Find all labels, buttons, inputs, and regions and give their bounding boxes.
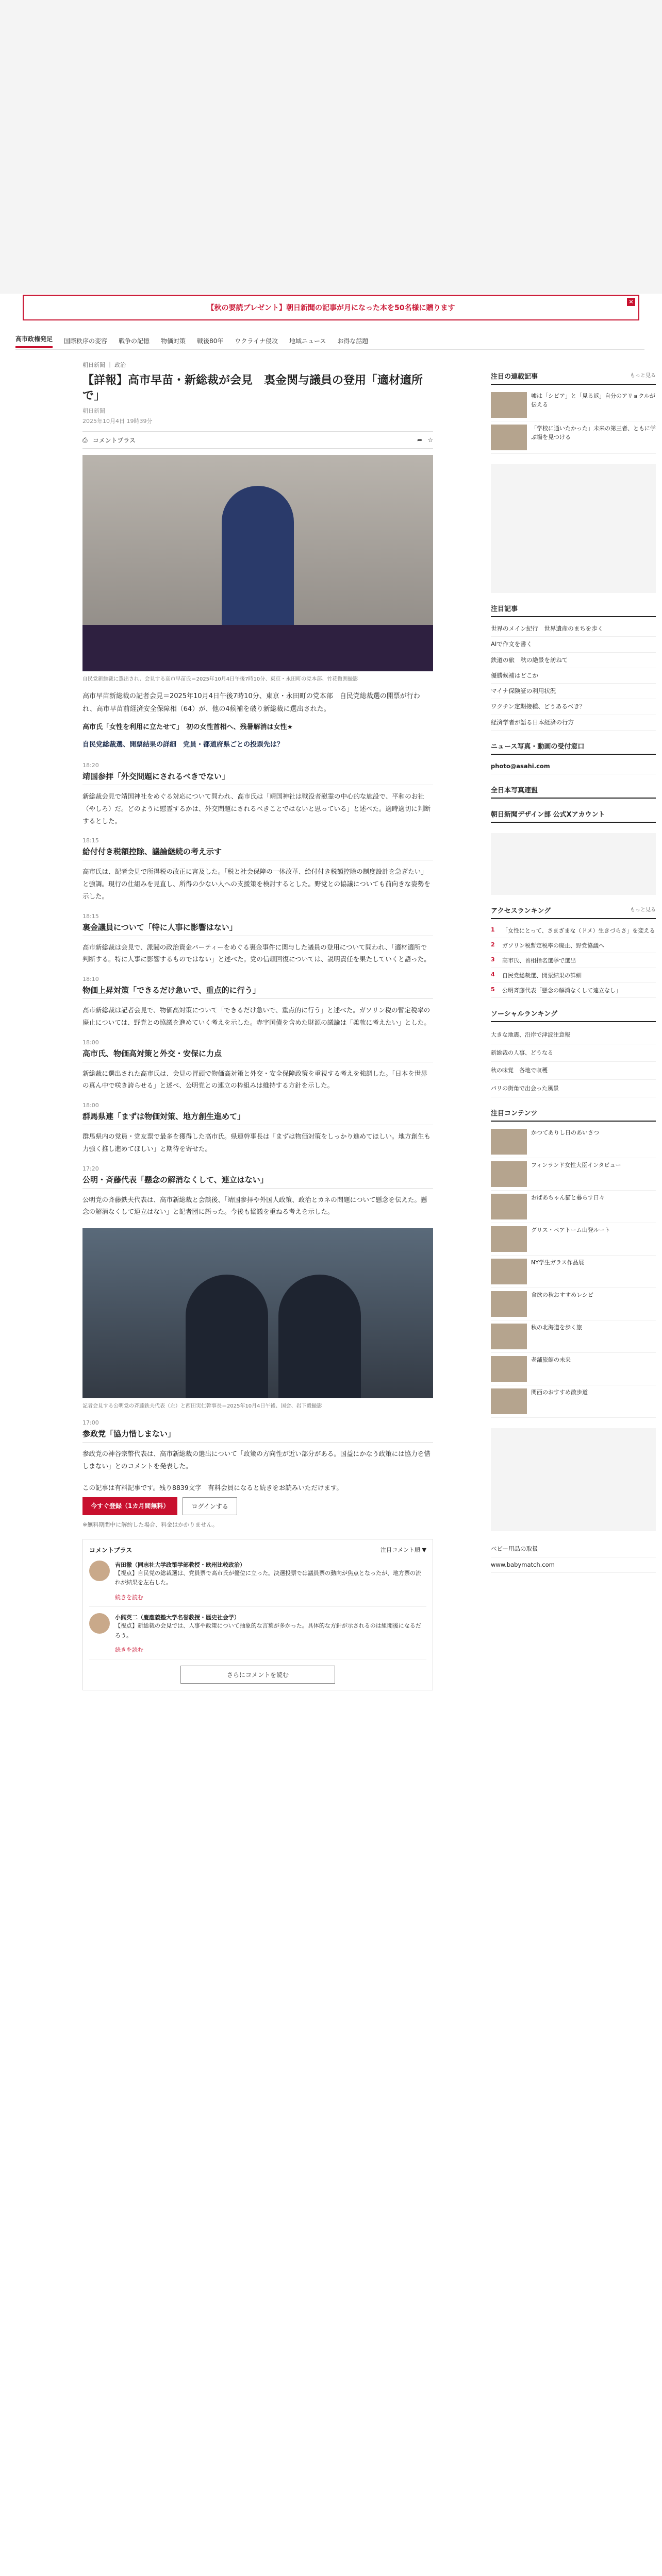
comment-text: 【視点】新総裁の会見では、人事や政策について抽象的な言葉が多かった。具体的な方針が示されるのは組閣後になるだろう。 — [115, 1622, 421, 1639]
thumbnail — [491, 1291, 527, 1317]
section-0 — [82, 762, 433, 827]
thumbnail — [491, 1161, 527, 1187]
side-heading: アクセスランキング — [491, 907, 551, 915]
article-date: 2025年10月4日 19時39分 — [82, 418, 153, 425]
section-body: 高市新総裁は記者会見で、物価高対策について「できるだけ急いで、重点的に行う」と述べた。ガソリン税の暫定税率の廃止については、野党との協議を進めていく考えを示した。赤字国債を含めた財源の議論は「柔軟に考えたい」とした。 — [82, 1006, 431, 1026]
comment-item — [89, 1613, 426, 1659]
section-time: 18:20 — [82, 762, 99, 769]
section-2 — [82, 913, 433, 966]
article-author: 朝日新聞 — [82, 408, 105, 415]
section-time: 18:00 — [82, 1102, 99, 1109]
sns-item[interactable]: パリの街角で出会った風景 — [491, 1080, 656, 1098]
section-body: 新総裁に選出された高市氏は、会見の冒頭で物価高対策と外交・安全保障政策を重視する考えを強調した。「日本を世界の真ん中で咲き誇らせる」と述べ、公明党との連立の枠組みは維持する方針を示した。 — [82, 1069, 427, 1090]
read-more-link[interactable]: 続きを読む — [115, 1647, 143, 1654]
section-time: 17:20 — [82, 1165, 99, 1172]
side-ad — [491, 1428, 656, 1531]
commenter-name: 吉田徹（同志社大学政策学部教授・欧州比較政治） — [115, 1561, 245, 1568]
content-item[interactable] — [491, 1385, 656, 1418]
section-heading: 公明・斉藤代表「懸念の解消なくして、連立はない」 — [82, 1174, 433, 1189]
thumbnail — [491, 1194, 527, 1219]
ranking-item[interactable]: 4 自民党総裁選、開票結果の詳細 — [491, 968, 656, 983]
recruit-url[interactable]: www.babymatch.com — [491, 1557, 656, 1573]
login-button[interactable]: ログインする — [183, 1497, 237, 1515]
section-body: 高市氏は、記者会見で所得税の改正に言及した。「税と社会保障の一体改革、給付付き税額控除の制度設計を急ぎたい」と強調。現行の仕組みを見直し、所得の少ない人への支援策を検討するとした。野党との協議についても前向きな姿勢を示した。 — [82, 868, 431, 900]
comment-sort[interactable]: 注目コメント順 ▼ — [380, 1546, 426, 1553]
nav-item[interactable]: 物価対策 — [161, 337, 186, 345]
more-link[interactable]: もっと見る — [630, 907, 656, 913]
section-heading: 靖国参拝「外交問題にされるべきでない」 — [82, 771, 433, 785]
section-body: 群馬県内の党員・党友票で最多を獲得した高市氏。県連幹事長は「まずは物価対策をしっかり進めてほしい。地方創生も力強く推し進めてほしい」と期待を寄せた。 — [82, 1132, 431, 1153]
nav-item[interactable]: 戦争の記憶 — [119, 337, 150, 345]
photo-caption: 記者会見する公明党の斉藤鉄夫代表（左）と西田実仁幹事長＝2025年10月4日午後、国会、岩下毅撮影 — [82, 1403, 322, 1410]
read-more-link[interactable]: 続きを読む — [115, 1594, 143, 1601]
section-body: 公明党の斉藤鉄夫代表は、高市新総裁と会談後、「靖国参拝や外国人政策、政治とカネの問題について懸念を伝えた。懸念の解消なくして連立はない」と記者団に語った。今後も協議を重ねる考えを示した。 — [82, 1195, 427, 1216]
section-heading: 裏金議員について「特に人事に影響はない」 — [82, 922, 433, 936]
side-link[interactable]: 鉄道の旅 秋の絶景を訪ねて — [491, 653, 656, 668]
nav-item[interactable]: ウクライナ侵攻 — [235, 337, 278, 345]
content-item[interactable] — [491, 1320, 656, 1353]
side-section-title — [491, 809, 656, 823]
side-section-title — [491, 741, 656, 755]
side-heading: 注目の連載記事 — [491, 373, 538, 381]
section-heading: 給付付き税額控除、議論継続の考え示す — [82, 846, 433, 860]
ranking-item[interactable]: 3 高市氏、首相指名選挙で選出 — [491, 953, 656, 968]
feature-title: 「学校に通いたかった」未来の第三者、ともに学ぶ場を見つける — [531, 425, 656, 440]
comment-plus-label[interactable]: コメントプラス — [92, 436, 136, 444]
comment-title: コメントプラス — [89, 1546, 133, 1554]
content-item[interactable] — [491, 1126, 656, 1158]
side-ad — [491, 833, 656, 895]
side-link[interactable]: 世界のメイン紀行 世界遺産のまちを歩く — [491, 621, 656, 637]
side-heading: 注目コンテンツ — [491, 1110, 538, 1118]
article-title: 【詳報】高市早苗・新総裁が会見 裏金関与議員の登用「適材適所で」 — [82, 374, 423, 402]
content-title: かつてありし日のあいさつ — [531, 1129, 599, 1137]
ranking-title: 公明斉藤代表「懸念の解消なくして連立なし」 — [502, 987, 621, 994]
side-section-title — [491, 371, 656, 385]
section-body: 高市新総裁は会見で、派閥の政治資金パーティーをめぐる裏金事件に関与した議員の登用について問われ、「適材適所で判断する。特に人事に影響するものではない」と述べた。党の信頼回復については、説明責任を果たしていくと語った。 — [82, 943, 431, 963]
content-title: 老舗旅館の未来 — [531, 1357, 571, 1364]
more-link[interactable]: もっと見る — [630, 373, 656, 379]
side-section-title — [491, 603, 656, 617]
side-link[interactable]: 優勝候補はどこか — [491, 668, 656, 684]
content-title: 食欲の秋おすすめレシピ — [531, 1292, 593, 1299]
ranking-item[interactable]: 5 公明斉藤代表「懸念の解消なくして連立なし」 — [491, 983, 656, 998]
section-time: 18:15 — [82, 837, 99, 844]
ranking-item[interactable]: 1 「女性にとって、さまざまな（ドメ）生きづらさ」を変える — [491, 923, 656, 938]
ranking-title: 「女性にとって、さまざまな（ドメ）生きづらさ」を変える — [502, 927, 655, 934]
promo-banner[interactable] — [23, 295, 639, 320]
section-body: 新総裁会見で靖国神社をめぐる対応について問われ、高市氏は「靖国神社は戦没者慰霊の中心的な施設で、平和のお社（やしろ）だ。どのように慰霊するかは、外交問題にされるべきことではないと思っている」と述べた。適時適切に判断するとした。 — [82, 792, 431, 825]
recruit-title: ベビー用品の取扱 — [491, 1541, 656, 1557]
thumbnail — [491, 1259, 527, 1284]
content-title: 秋の北海道を歩く旅 — [531, 1324, 582, 1331]
main-photo — [82, 455, 433, 671]
side-link[interactable]: マイナ保険証の利用状況 — [491, 684, 656, 699]
close-icon[interactable]: × — [627, 298, 635, 306]
header-area — [0, 222, 662, 294]
side-heading: 朝日新聞デザイン部 公式Xアカウント — [491, 811, 605, 819]
nav-item[interactable]: 国際秩序の変容 — [64, 337, 108, 345]
side-heading: 注目記事 — [491, 605, 518, 613]
section-6 — [82, 1165, 433, 1218]
ranking-title: 自民党総裁選、開票結果の詳細 — [502, 972, 582, 979]
thumbnail — [491, 1388, 527, 1414]
side-heading: ニュース写真・動画の受付窓口 — [491, 742, 585, 751]
content-title: NY学生ガラス作品展 — [531, 1259, 584, 1266]
side-section-title — [491, 905, 656, 919]
section-body: 参政党の神谷宗幣代表は、高市新総裁の選出について「政策の方向性が近い部分がある。国益にかなう政策には協力を惜しまない」とのコメントを発表した。 — [82, 1450, 431, 1470]
section-time: 18:15 — [82, 912, 99, 920]
section-3 — [82, 976, 433, 1029]
section-heading: 参政党「協力惜しまない」 — [82, 1428, 433, 1443]
ranking-item[interactable]: 2 ガソリン税暫定税率の廃止、野党協議へ — [491, 938, 656, 953]
share-icon[interactable]: ➦ — [417, 436, 423, 444]
article-lead-quote: 高市氏「女性を利用に立たせて」 初の女性首相へ、残暑解消は女性★ — [82, 723, 293, 731]
thumbnail — [491, 392, 527, 418]
content-title: フィンランド女性大臣インタビュー — [531, 1162, 621, 1169]
top-ad-area — [0, 0, 662, 222]
section-heading: 高市氏、物価高対策と外交・安保に力点 — [82, 1048, 433, 1062]
side-link[interactable]: ワクチン定期接種、どうあるべき？ — [491, 699, 656, 715]
news-email[interactable]: photo@asahi.com — [491, 759, 656, 774]
section-heading: 群馬県連「まずは物価対策、地方創生進めて」 — [82, 1111, 433, 1125]
paywall-text: この記事は有料記事です。残り8839文字 有料会員になると続きをお読みいただけます。 — [82, 1483, 343, 1492]
side-section-title — [491, 1008, 656, 1022]
more-comments-button[interactable]: さらにコメントを読む — [180, 1666, 335, 1684]
commenter-name: 小熊英二（慶應義塾大学名誉教授・歴史社会学） — [115, 1614, 240, 1621]
feature-title: 嘘は「シビア」と「見る返」自分のアリョクルが伝える — [531, 393, 655, 408]
comment-item — [89, 1561, 426, 1607]
section-time: 17:00 — [82, 1419, 99, 1427]
content-item[interactable] — [491, 1191, 656, 1223]
content-item[interactable] — [491, 1288, 656, 1320]
section-time: 18:00 — [82, 1039, 99, 1046]
section-1 — [82, 837, 433, 902]
side-section-title — [491, 785, 656, 799]
related-link[interactable]: 自民党総裁選、開票結果の詳細 党員・都道府県ごとの投票先は？ — [82, 741, 284, 749]
sidebar — [491, 361, 656, 1573]
content-item[interactable] — [491, 1223, 656, 1256]
side-heading: 全日本写真連盟 — [491, 787, 538, 794]
breadcrumb[interactable]: 朝日新聞 ｜ 政治 — [82, 362, 126, 368]
second-photo — [82, 1228, 433, 1398]
nav-item[interactable]: 高市政権発足 — [15, 334, 53, 348]
thumbnail — [491, 1356, 527, 1382]
comment-box — [82, 1539, 433, 1691]
avatar — [89, 1613, 110, 1634]
section-5 — [82, 1102, 433, 1155]
thumbnail — [491, 1129, 527, 1155]
global-nav — [15, 332, 644, 350]
side-section-title — [491, 1108, 656, 1122]
nav-item[interactable]: 地域ニュース — [289, 337, 326, 345]
comment-text: 【視点】自民党の総裁選は、党員票で高市氏が優位に立った。決選投票では議員票の動向が焦点となったが、地方票の流れが結果を左右した。 — [115, 1569, 421, 1586]
side-heading: ソーシャルランキング — [491, 1010, 558, 1018]
content-title: おばあちゃん猫と暮らす日々 — [531, 1194, 605, 1201]
promo-text: 【秋の要読プレゼント】朝日新聞の記事が月になった本を50名様に贈ります — [207, 304, 455, 312]
print-icon[interactable]: ⎙ — [82, 436, 88, 444]
sns-item[interactable]: 秋の味覚 各地で収穫 — [491, 1062, 656, 1080]
content-title: グリス・ペアトーム山登ルート — [531, 1227, 610, 1234]
bookmark-icon[interactable]: ☆ — [427, 436, 433, 444]
content-title: 関西のおすすめ散歩道 — [531, 1389, 588, 1396]
section-heading: 物価上昇対策「できるだけ急いで、重点的に行う」 — [82, 985, 433, 999]
side-link[interactable]: 経済学者が語る日本経済の行方 — [491, 715, 656, 731]
register-button[interactable]: 今すぐ登録（1カ月間無料） — [82, 1497, 177, 1515]
section-4 — [82, 1039, 433, 1092]
content-item[interactable] — [491, 1353, 656, 1385]
content-item[interactable] — [491, 1158, 656, 1191]
paywall-box — [82, 1483, 433, 1529]
photo-caption: 自民党新総裁に選出され、会見する高市早苗氏＝2025年10月4日午後7時10分、東京・永田町の党本部、竹花徹朗撮影 — [82, 676, 358, 683]
article-main — [82, 361, 433, 1690]
thumbnail — [491, 425, 527, 450]
sns-item[interactable]: 大きな地震、沿岸で津波注意報 — [491, 1026, 656, 1044]
thumbnail — [491, 1324, 527, 1349]
section-7 — [82, 1419, 433, 1472]
ranking-title: 高市氏、首相指名選挙で選出 — [502, 957, 576, 964]
article-lead: 高市早苗新総裁の記者会見＝2025年10月4日午後7時10分、東京・永田町の党本部 自民党総裁選の開票が行われ、高市早苗前経済安全保障相（64）が、他の4候補を破り新総裁に選出された。 — [82, 692, 420, 714]
nav-item[interactable]: お得な話題 — [337, 337, 369, 345]
article-toolbar — [82, 431, 433, 449]
nav-item[interactable]: 戦後80年 — [197, 337, 224, 345]
sns-item[interactable]: 新総裁の人事、どうなる — [491, 1044, 656, 1062]
avatar — [89, 1561, 110, 1581]
content-item[interactable] — [491, 1256, 656, 1288]
side-ad — [491, 464, 656, 593]
feature-item[interactable] — [491, 389, 656, 421]
thumbnail — [491, 1226, 527, 1252]
ranking-title: ガソリン税暫定税率の廃止、野党協議へ — [502, 942, 604, 949]
side-link[interactable]: AIで作文を書く — [491, 637, 656, 652]
section-time: 18:10 — [82, 976, 99, 983]
feature-item[interactable] — [491, 421, 656, 454]
paywall-note: ※無料期間中に解約した場合、料金はかかりません。 — [82, 1521, 218, 1528]
